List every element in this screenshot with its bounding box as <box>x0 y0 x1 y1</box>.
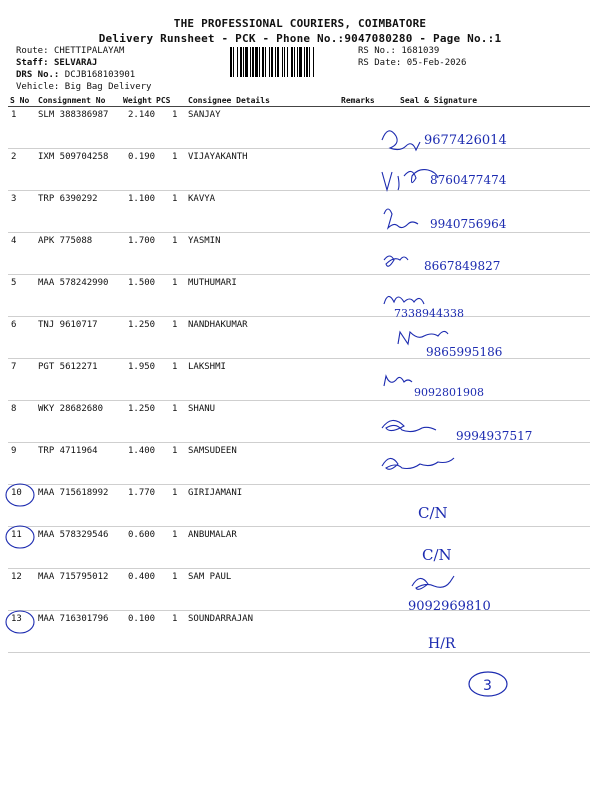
row-weight: 1.100 <box>128 194 156 204</box>
row-pcs: 1 <box>172 446 178 456</box>
row-consignee: LAKSHMI <box>188 362 226 372</box>
row-sno: 3 <box>11 194 17 204</box>
row-consignee: SANJAY <box>188 110 221 120</box>
row-sno: 12 <box>11 572 22 582</box>
rs-date-label: RS Date: <box>358 58 402 68</box>
row-sno: 1 <box>11 110 17 120</box>
row-weight: 0.400 <box>128 572 156 582</box>
sig-note-3: 9940756964 <box>430 217 507 231</box>
row-weight: 1.950 <box>128 362 156 372</box>
row-weight: 2.140 <box>128 110 156 120</box>
sig-note-5: 7338944338 <box>394 307 464 320</box>
rs-date-value: 05-Feb-2026 <box>406 58 467 68</box>
row-pcs: 1 <box>172 572 178 582</box>
row-weight: 0.100 <box>128 614 156 624</box>
row-consignment-no: TRP 4711964 <box>38 446 98 456</box>
row-weight: 1.500 <box>128 278 156 288</box>
col-consignment: Consignment No <box>38 96 106 105</box>
row-consignment-no: MAA 578242990 <box>38 278 109 288</box>
row-sno: 5 <box>11 278 17 288</box>
vehicle-value: Big Bag Delivery <box>64 82 152 92</box>
row-consignment-no: MAA 716301796 <box>38 614 109 624</box>
row-consignee: SOUNDARRAJAN <box>188 614 254 624</box>
row-sno: 9 <box>11 446 17 456</box>
route-label: Route: <box>16 46 49 56</box>
sig-note-4: 8667849827 <box>424 259 501 273</box>
row-pcs: 1 <box>172 320 178 330</box>
sig-note-2: 8760477474 <box>430 173 507 187</box>
row-weight: 0.600 <box>128 530 156 540</box>
col-sno: S No <box>10 96 30 105</box>
circle-mark-11 <box>6 526 34 548</box>
row-pcs: 1 <box>172 362 178 372</box>
drs-value: DCJB168103901 <box>64 70 136 80</box>
footer-mark: 3 <box>483 678 492 694</box>
circle-mark-10 <box>6 484 34 506</box>
row-sno: 8 <box>11 404 17 414</box>
sig-note-8: 9994937517 <box>456 429 533 443</box>
row-weight: 1.400 <box>128 446 156 456</box>
sig-note-7: 9092801908 <box>414 386 484 399</box>
col-pcs: PCS <box>156 96 171 105</box>
runsheet-title: Delivery Runsheet - PCK - Phone No.:9047080280 - Page No.:1 <box>98 32 502 45</box>
sig-note-13: H/R <box>428 636 456 652</box>
row-sno: 10 <box>11 488 22 498</box>
row-consignee: NANDHAKUMAR <box>188 320 248 330</box>
row-pcs: 1 <box>172 110 178 120</box>
row-weight: 1.770 <box>128 488 156 498</box>
col-consignee: Consignee Details <box>188 96 270 105</box>
row-sno: 11 <box>11 530 22 540</box>
col-weight: Weight <box>123 96 152 105</box>
row-pcs: 1 <box>172 278 178 288</box>
row-consignee: SHANU <box>188 404 216 414</box>
rs-no-label: RS No.: <box>358 46 396 56</box>
row-sno: 4 <box>11 236 17 246</box>
row-consignee: KAVYA <box>188 194 216 204</box>
row-pcs: 1 <box>172 488 178 498</box>
row-pcs: 1 <box>172 614 178 624</box>
company-name: THE PROFESSIONAL COURIERS, COIMBATORE <box>173 17 427 30</box>
rs-no-value: 1681039 <box>401 46 440 56</box>
col-seal-signature: Seal & Signature <box>400 96 478 105</box>
row-consignment-no: WKY 28682680 <box>38 404 104 414</box>
sig-note-6: 9865995186 <box>426 345 503 359</box>
row-consignment-no: PGT 5612271 <box>38 362 98 372</box>
sig-note-10: C/N <box>418 504 448 522</box>
row-pcs: 1 <box>172 530 178 540</box>
row-weight: 1.250 <box>128 404 156 414</box>
staff-label: Staff: <box>16 58 49 68</box>
row-sno: 2 <box>11 152 17 162</box>
row-pcs: 1 <box>172 236 178 246</box>
row-consignment-no: IXM 509704258 <box>38 152 109 162</box>
col-remarks: Remarks <box>341 96 375 105</box>
row-consignment-no: TRP 6390292 <box>38 194 98 204</box>
sig-note-11: C/N <box>422 546 452 564</box>
row-consignment-no: TNJ 9610717 <box>38 320 98 330</box>
row-sno: 6 <box>11 320 17 330</box>
row-consignee: SAM PAUL <box>188 572 232 582</box>
row-consignee: ANBUMALAR <box>188 530 237 540</box>
row-consignee: YASMIN <box>188 236 221 246</box>
row-sno: 13 <box>11 614 22 624</box>
row-consignment-no: APK 775088 <box>38 236 93 246</box>
row-consignment-no: MAA 578329546 <box>38 530 109 540</box>
route-value: CHETTIPALAYAM <box>53 46 125 56</box>
row-pcs: 1 <box>172 194 178 204</box>
drs-label: DRS No.: <box>16 70 60 80</box>
row-consignment-no: SLM 388386987 <box>38 110 109 120</box>
row-consignee: MUTHUMARI <box>188 278 237 288</box>
circle-mark-13 <box>6 611 34 633</box>
row-sno: 7 <box>11 362 17 372</box>
row-consignee: SAMSUDEEN <box>188 446 237 456</box>
row-pcs: 1 <box>172 404 178 414</box>
staff-value: SELVARAJ <box>53 58 98 68</box>
row-weight: 1.700 <box>128 236 156 246</box>
row-pcs: 1 <box>172 152 178 162</box>
row-weight: 1.250 <box>128 320 156 330</box>
row-weight: 0.190 <box>128 152 156 162</box>
row-consignee: GIRIJAMANI <box>188 488 243 498</box>
sig-note-12: 9092969810 <box>408 599 491 614</box>
row-consignment-no: MAA 715618992 <box>38 488 109 498</box>
vehicle-label: Vehicle: <box>16 82 60 92</box>
sig-note-1: 9677426014 <box>424 133 507 148</box>
row-consignee: VIJAYAKANTH <box>188 152 248 162</box>
row-consignment-no: MAA 715795012 <box>38 572 109 582</box>
